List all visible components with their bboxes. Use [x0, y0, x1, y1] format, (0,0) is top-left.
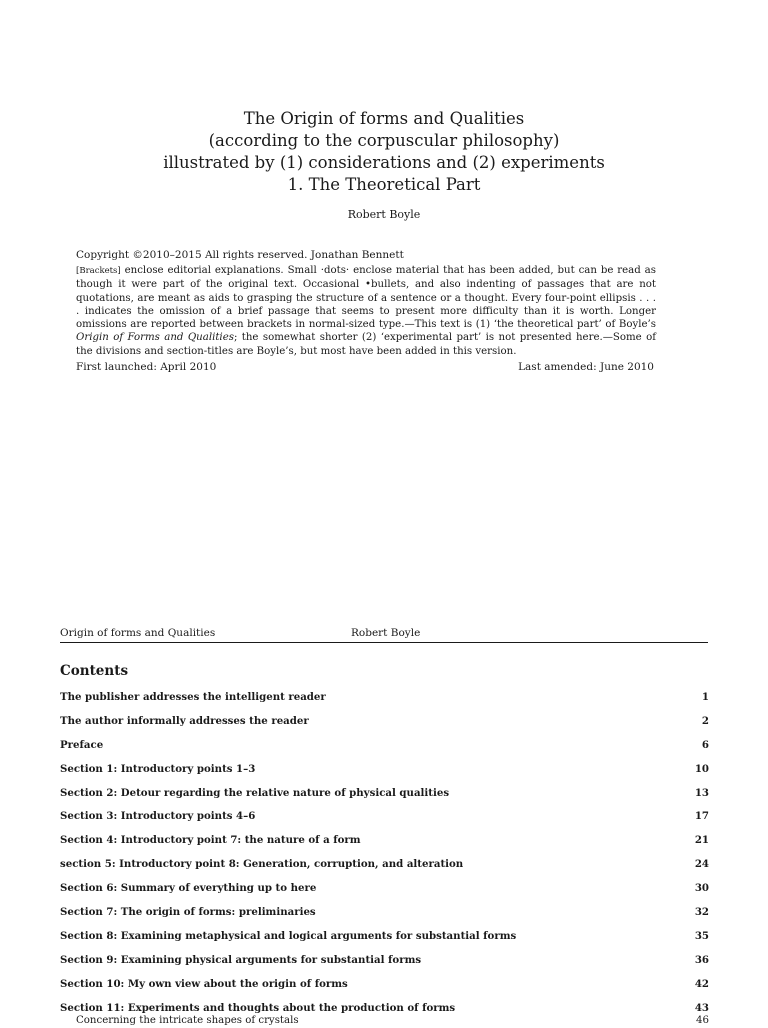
title-line-3: illustrated by (1) considerations and (2) experiments: [163, 153, 605, 172]
toc-entry[interactable]: [60, 928, 709, 952]
toc-entry-label: Section 3: Introductory points 4–6: [60, 810, 256, 823]
toc-entry-label: Section 4: Introductory point 7: the nature of a form: [60, 834, 361, 847]
toc-entry-page: 32: [694, 906, 709, 919]
toc-entry-label: Section 7: The origin of forms: preliminaries: [60, 906, 316, 919]
toc-entry[interactable]: [60, 832, 709, 856]
toc-entry-page: 17: [694, 810, 709, 823]
table-of-contents: [60, 689, 709, 1028]
running-header-title: Origin of forms and Qualities: [60, 627, 216, 639]
toc-entry-page: 1: [701, 691, 709, 703]
toc-entry[interactable]: [60, 976, 709, 1000]
toc-entry[interactable]: [60, 761, 709, 785]
toc-entry[interactable]: [60, 808, 709, 832]
title-line-1: The Origin of forms and Qualities: [243, 109, 525, 128]
notes-italic-title: Origin of Forms and Qualities: [76, 332, 234, 344]
toc-entry-label: Section 9: Examining physical arguments for substantial forms: [60, 953, 422, 966]
toc-entry-page: 2: [701, 714, 709, 727]
toc-entry-page: 35: [694, 929, 709, 942]
toc-entry-page: 42: [694, 977, 709, 990]
last-amended: Last amended: June 2010: [518, 361, 654, 373]
toc-entry[interactable]: [60, 689, 709, 713]
toc-entry-label: Section 1: Introductory points 1–3: [60, 762, 256, 775]
copyright-notice: Copyright ©2010–2015 All rights reserved. Jonathan Bennett: [76, 249, 404, 261]
toc-entry-page: 10: [694, 762, 709, 775]
first-launched: First launched: April 2010: [76, 361, 217, 373]
document-title: [0, 108, 768, 196]
toc-sub-entry[interactable]: [60, 1014, 709, 1028]
launch-dates: [76, 360, 654, 374]
toc-entry[interactable]: [60, 880, 709, 904]
contents-heading: Contents: [60, 663, 129, 679]
toc-entry-page: 30: [694, 882, 709, 895]
toc-entry-page: 6: [701, 738, 709, 751]
toc-entry-label: Section 11: Experiments and thoughts about the production of forms: [60, 1001, 456, 1014]
toc-entry-label: Preface: [60, 738, 104, 751]
notes-text-2: ; the somewhat shorter (2) ‘experimental part’ is not presented here.—Some of the divisions and section-titles are Boyle’s, but most have been added in this version.: [76, 332, 656, 357]
running-header-author: Robert Boyle: [351, 627, 421, 639]
toc-entry-label: Section 8: Examining metaphysical and logical arguments for substantial forms: [60, 929, 517, 942]
toc-entry-label: The author informally addresses the reader: [60, 714, 309, 727]
brackets-label: [Brackets]: [76, 266, 121, 276]
toc-entry[interactable]: [60, 904, 709, 928]
toc-entry-page: 21: [694, 834, 709, 847]
toc-sub-entry-page: 46: [696, 1015, 709, 1027]
toc-entry[interactable]: [60, 856, 709, 880]
running-header: [60, 626, 708, 642]
toc-entry-label: Section 2: Detour regarding the relative nature of physical qualities: [60, 786, 450, 799]
toc-entry[interactable]: [60, 737, 709, 761]
toc-entry[interactable]: [60, 952, 709, 976]
toc-sub-entry-label: Concerning the intricate shapes of crystals: [76, 1015, 299, 1027]
toc-entry-page: 43: [694, 1001, 709, 1014]
toc-entry[interactable]: [60, 713, 709, 737]
toc-entry-label: Section 10: My own view about the origin of forms: [60, 977, 348, 990]
toc-entry-page: 24: [694, 858, 709, 871]
toc-entry-label: The publisher addresses the intelligent reader: [60, 691, 326, 703]
toc-entry-label: Section 6: Summary of everything up to here: [60, 882, 317, 895]
title-line-4: 1. The Theoretical Part: [287, 175, 481, 194]
toc-entry-page: 36: [694, 953, 709, 966]
header-rule: [60, 642, 708, 643]
notes-text-1: enclose editorial explanations. Small ·dots· enclose material that has been added, but can be read as though it were part of the original text. Occasional •bullets, and also indenting of passages that are not quotations, are meant as aids to grasping the structure of a sentence or a thought. Every four-point ellipsis . . . . indicates the omission of a brief passage that seems to present more difficulty than it is worth. Longer omissions are reported between brackets in normal-sized type.—This text is (1) ‘the theoretical part’ of Boyle’s: [76, 265, 656, 331]
title-line-2: (according to the corpuscular philosophy): [208, 131, 560, 150]
author-name: Robert Boyle: [347, 208, 421, 221]
toc-entry-label: section 5: Introductory point 8: Generation, corruption, and alteration: [60, 858, 464, 871]
editorial-notes: [76, 264, 656, 358]
toc-entry[interactable]: [60, 785, 709, 809]
toc-entry-page: 13: [694, 786, 709, 799]
